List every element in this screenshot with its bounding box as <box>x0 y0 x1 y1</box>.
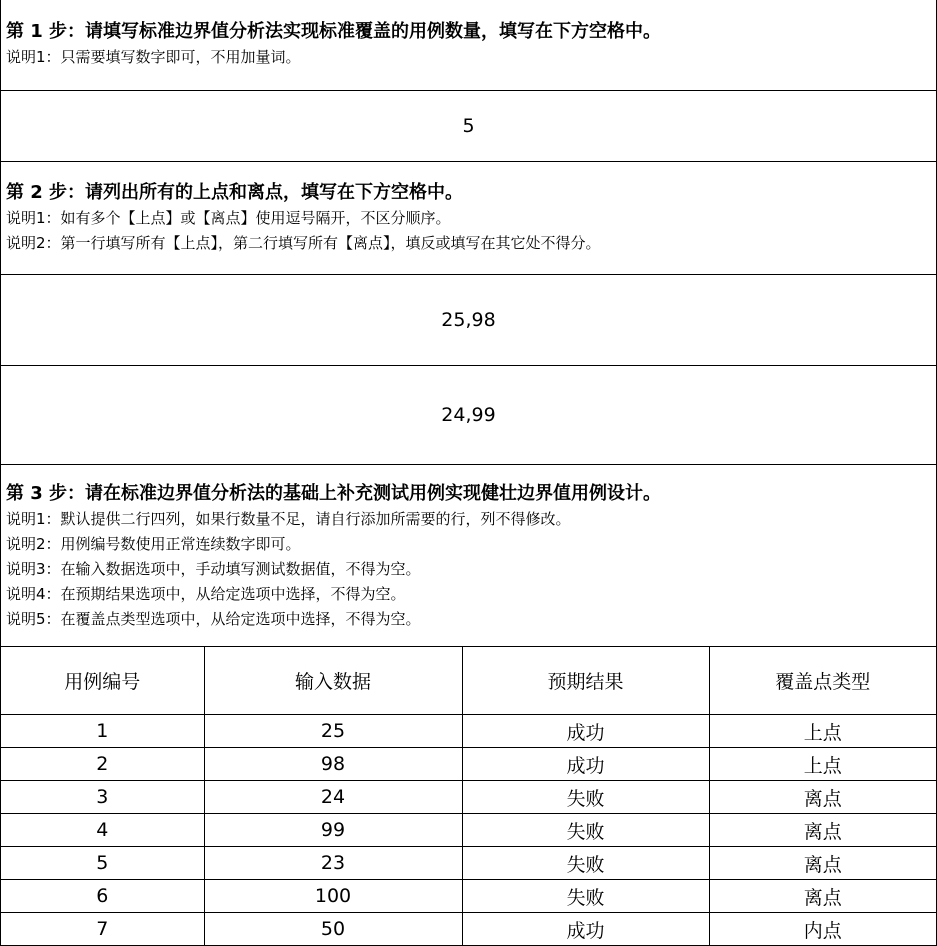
table-row <box>1 715 936 748</box>
table-row <box>1 847 936 880</box>
coverage-type-cell[interactable]: 内点 <box>709 913 936 946</box>
table-row <box>1 814 936 847</box>
case-id-cell[interactable]: 5 <box>1 847 204 880</box>
step1-title: 第 1 步：请填写标准边界值分析法实现标准覆盖的用例数量，填写在下方空格中。 <box>6 21 662 42</box>
input-data-cell[interactable]: 100 <box>204 880 462 913</box>
off-points-value: 24,99 <box>441 404 496 426</box>
table-header-row <box>1 647 936 715</box>
off-points-cell[interactable] <box>1 366 936 465</box>
case-id-cell[interactable]: 2 <box>1 748 204 781</box>
step1-answer-cell[interactable] <box>1 91 936 162</box>
step2-note-2: 说明2：第一行填写所有【上点】，第二行填写所有【离点】，填反或填写在其它处不得分。 <box>6 234 601 252</box>
coverage-type-cell[interactable]: 上点 <box>709 715 936 748</box>
input-data-cell[interactable]: 50 <box>204 913 462 946</box>
input-data-cell[interactable]: 98 <box>204 748 462 781</box>
case-id-cell[interactable]: 1 <box>1 715 204 748</box>
expected-result-cell[interactable]: 失败 <box>462 781 709 814</box>
step1-section <box>1 0 936 91</box>
step3-title: 第 3 步：请在标准边界值分析法的基础上补充测试用例实现健壮边界值用例设计。 <box>6 483 662 504</box>
step2-note-1: 说明1：如有多个【上点】或【离点】使用逗号隔开，不区分顺序。 <box>6 209 451 227</box>
input-data-cell[interactable]: 23 <box>204 847 462 880</box>
step1-answer-value: 5 <box>462 115 475 137</box>
table-row <box>1 880 936 913</box>
expected-result-cell[interactable]: 成功 <box>462 913 709 946</box>
step3-note-4: 说明4：在预期结果选项中，从给定选项中选择，不得为空。 <box>6 585 406 603</box>
coverage-type-cell[interactable]: 离点 <box>709 814 936 847</box>
table-row <box>1 913 936 946</box>
step2-title: 第 2 步：请列出所有的上点和离点，填写在下方空格中。 <box>6 182 464 203</box>
header-case-id: 用例编号 <box>1 647 204 715</box>
coverage-type-cell[interactable]: 离点 <box>709 847 936 880</box>
input-data-cell[interactable]: 99 <box>204 814 462 847</box>
expected-result-cell[interactable]: 失败 <box>462 847 709 880</box>
expected-result-cell[interactable]: 失败 <box>462 880 709 913</box>
header-expected-result: 预期结果 <box>462 647 709 715</box>
coverage-type-cell[interactable]: 离点 <box>709 781 936 814</box>
coverage-type-cell[interactable]: 上点 <box>709 748 936 781</box>
case-id-cell[interactable]: 7 <box>1 913 204 946</box>
input-data-cell[interactable]: 25 <box>204 715 462 748</box>
step3-note-5: 说明5：在覆盖点类型选项中，从给定选项中选择，不得为空。 <box>6 610 421 628</box>
expected-result-cell[interactable]: 失败 <box>462 814 709 847</box>
step3-section <box>1 465 936 646</box>
test-case-table <box>1 646 936 946</box>
case-id-cell[interactable]: 4 <box>1 814 204 847</box>
header-coverage-type: 覆盖点类型 <box>709 647 936 715</box>
case-id-cell[interactable]: 3 <box>1 781 204 814</box>
input-data-cell[interactable]: 24 <box>204 781 462 814</box>
table-row <box>1 748 936 781</box>
upper-points-value: 25,98 <box>441 309 496 331</box>
upper-points-cell[interactable] <box>1 275 936 366</box>
header-input-data: 输入数据 <box>204 647 462 715</box>
expected-result-cell[interactable]: 成功 <box>462 715 709 748</box>
step3-note-1: 说明1：默认提供二行四列，如果行数量不足，请自行添加所需要的行，列不得修改。 <box>6 510 571 528</box>
expected-result-cell[interactable]: 成功 <box>462 748 709 781</box>
coverage-type-cell[interactable]: 离点 <box>709 880 936 913</box>
step3-note-3: 说明3：在输入数据选项中，手动填写测试数据值，不得为空。 <box>6 560 421 578</box>
step3-note-2: 说明2：用例编号数使用正常连续数字即可。 <box>6 535 301 553</box>
step2-section <box>1 162 936 275</box>
table-row <box>1 781 936 814</box>
case-id-cell[interactable]: 6 <box>1 880 204 913</box>
step1-note-1: 说明1：只需要填写数字即可，不用加量词。 <box>6 48 301 66</box>
